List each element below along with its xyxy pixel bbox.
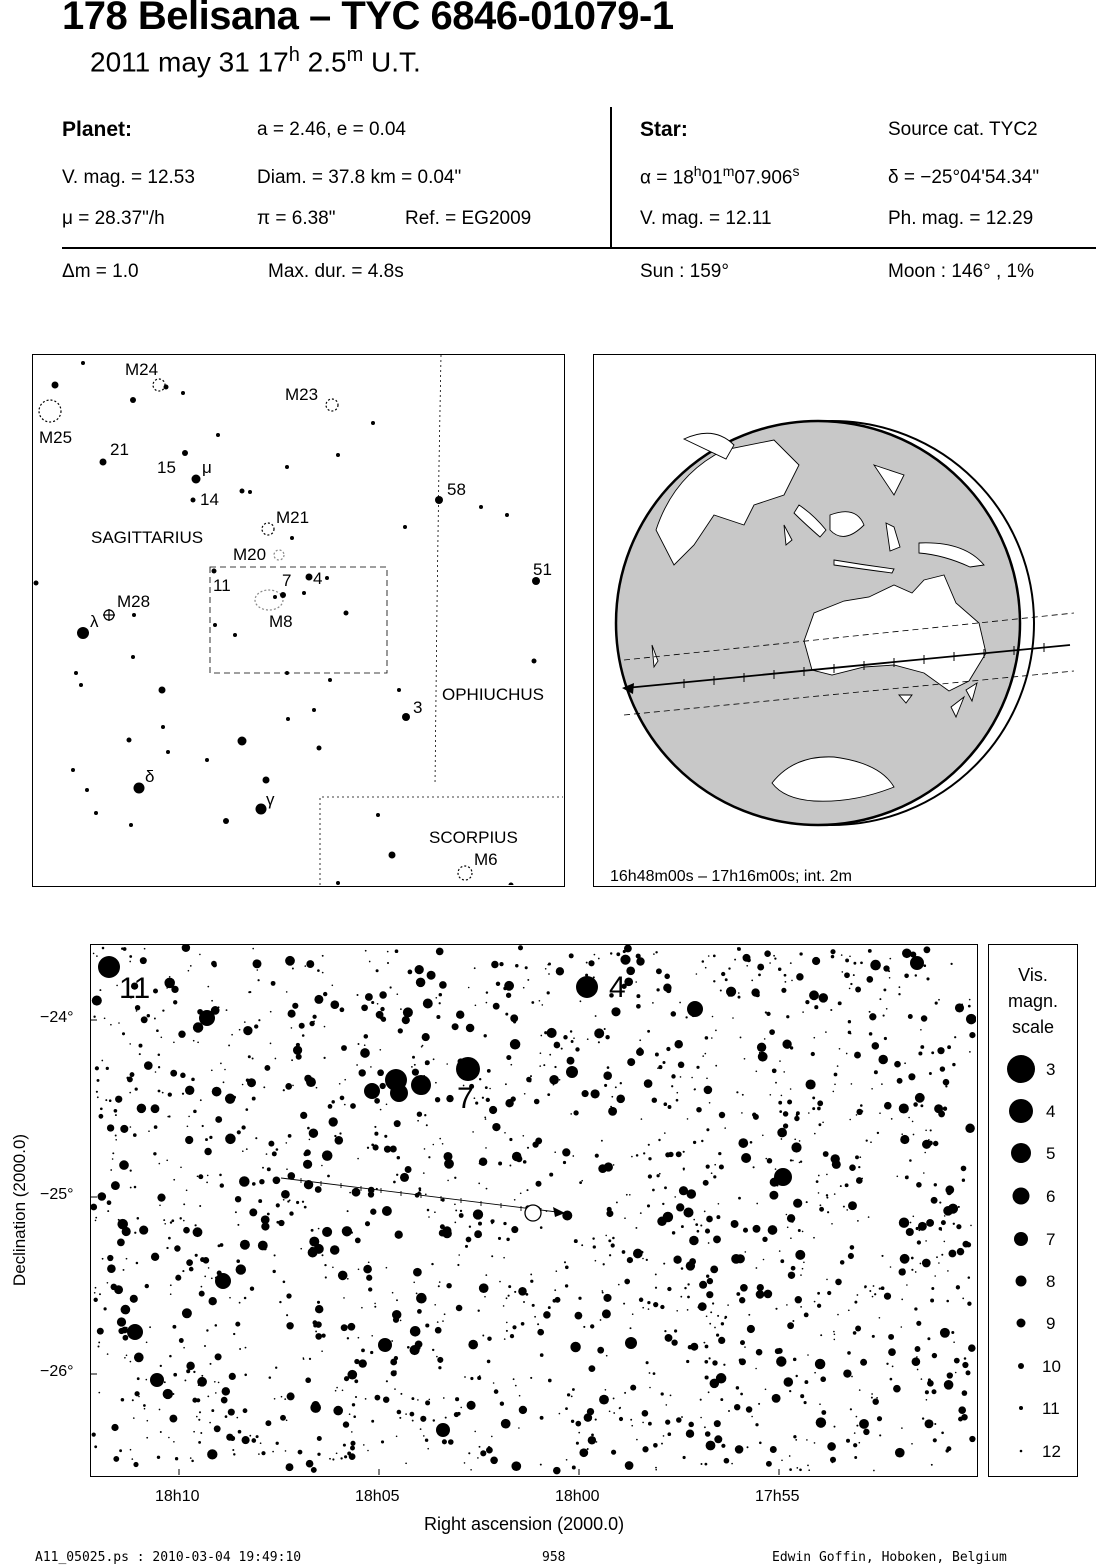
planet-orbit: a = 2.46, e = 0.04 [257,119,406,140]
star-vmag: V. mag. = 12.11 [640,208,772,229]
label-7: 7 [282,571,292,590]
max-duration: Max. dur. = 4.8s [268,261,404,282]
label-m6: M6 [474,850,498,869]
scale-mag-4: 4 [1046,1102,1056,1121]
scale-mag-8: 8 [1046,1272,1056,1291]
m23-cluster-icon [326,399,338,411]
table-divider-horizontal [62,247,1096,249]
ra-tick-18h10: 18h10 [155,1488,200,1505]
m21-cluster-icon [262,523,274,535]
label-3: 3 [413,698,423,717]
label-11: 11 [213,576,231,595]
label-lambda: λ [90,612,99,631]
label-m8: M8 [269,612,293,631]
scale-mag-5: 5 [1046,1144,1056,1163]
ra-tick-18h00: 18h00 [555,1488,600,1505]
planet-parallax: π = 6.38" [257,208,336,229]
sun-elongation: Sun : 159° [640,261,729,282]
scale-mag-6: 6 [1046,1187,1056,1206]
footer-file: A11_05025.ps : 2010-03-04 19:49:10 [35,1550,302,1565]
scale-mag-11: 11 [1042,1399,1060,1418]
label-m28: M28 [117,592,151,611]
star-right-ascension: $\alpha = 18^h01^m07.906^s$ [640,163,800,189]
star-heading: Star: [640,118,688,141]
scale-title-3: scale [1011,1017,1055,1037]
target-star-marker [525,1205,541,1221]
asteroid-track [281,1178,565,1213]
m28-globular-icon [103,609,115,621]
scale-mag-9: 9 [1046,1314,1056,1333]
label-m23: M23 [285,385,319,404]
magnitude-scale [988,944,1078,1477]
label-21: 21 [110,440,129,459]
footer-author: Edwin Goffin, Hoboken, Belgium [772,1550,1007,1565]
planet-heading: Planet: [62,118,133,141]
planet-vmag: V. mag. = 12.53 [62,167,195,188]
page-title: 178 Belisana – TYC 6846-01079-1 [62,0,674,38]
label-m20: M20 [233,545,267,564]
globe-panel [593,354,1096,887]
label-scorpius: SCORPIUS [429,828,518,847]
constellation-boundary [435,355,441,785]
label-m25: M25 [39,428,73,447]
label-14: 14 [200,490,219,509]
moon-elongation: Moon : 146° , 1% [888,261,1034,282]
m8-nebula-icon [255,590,283,610]
label-4: 4 [313,569,323,588]
planet-motion: μ = 28.37"/h [62,208,165,229]
detail-frame [210,567,387,673]
m24-cluster-icon [153,379,165,391]
scale-mag-12: 12 [1042,1442,1061,1461]
scale-mag-3: 3 [1046,1060,1056,1079]
y-axis-label: Declination (2000.0) [10,1133,29,1287]
dec-tick-24: −24° [40,1009,74,1026]
star-declination: δ = −25°04'54.34" [888,167,1040,188]
label-mu: μ [202,458,212,477]
label-15: 15 [157,458,176,477]
detail-label-4: 4 [609,971,626,1004]
detail-label-11: 11 [119,972,151,1005]
label-gamma: γ [266,790,275,809]
planet-reference: Ref. = EG2009 [405,208,532,229]
label-m21: M21 [276,508,310,527]
scale-symbols [1007,1055,1035,1452]
x-axis-label: Right ascension (2000.0) [424,1514,625,1534]
finder-chart [32,354,565,887]
star-phmag: Ph. mag. = 12.29 [888,208,1034,229]
ra-tick-17h55: 17h55 [755,1488,800,1505]
dec-tick-25: −25° [40,1186,74,1203]
label-ophiuchus: OPHIUCHUS [442,685,545,704]
magnitude-drop: Δm = 1.0 [62,261,139,282]
footer-page: 958 [542,1550,566,1565]
m6-cluster-icon [458,866,472,880]
axis-ticks [91,1020,779,1475]
planet-diameter: Diam. = 37.8 km = 0.04" [257,167,462,188]
event-datetime: 2011 may 31 17$^h$ 2.5$^m$ U.T. [90,44,421,78]
label-51: 51 [533,560,552,579]
star-source-catalog: Source cat. TYC2 [888,119,1038,140]
dec-tick-26: −26° [40,1363,74,1380]
table-divider-vertical [610,107,612,247]
label-delta: δ [145,767,155,786]
scale-title-2: magn. [1007,991,1059,1011]
scale-mag-10: 10 [1042,1357,1061,1376]
detail-label-7: 7 [457,1082,474,1115]
detail-chart [90,944,978,1477]
scale-title-1: Vis. [1018,965,1048,985]
label-sagittarius: SAGITTARIUS [91,528,204,547]
scale-mag-7: 7 [1046,1230,1056,1249]
m20-nebula-icon [274,550,284,560]
m25-cluster-icon [39,400,61,422]
label-m24: M24 [125,360,159,379]
bright-stars [98,956,924,1437]
ra-tick-18h05: 18h05 [355,1488,400,1505]
label-58: 58 [447,480,466,499]
globe-time-caption: 16h48m00s – 17h16m00s; int. 2m [610,868,852,885]
